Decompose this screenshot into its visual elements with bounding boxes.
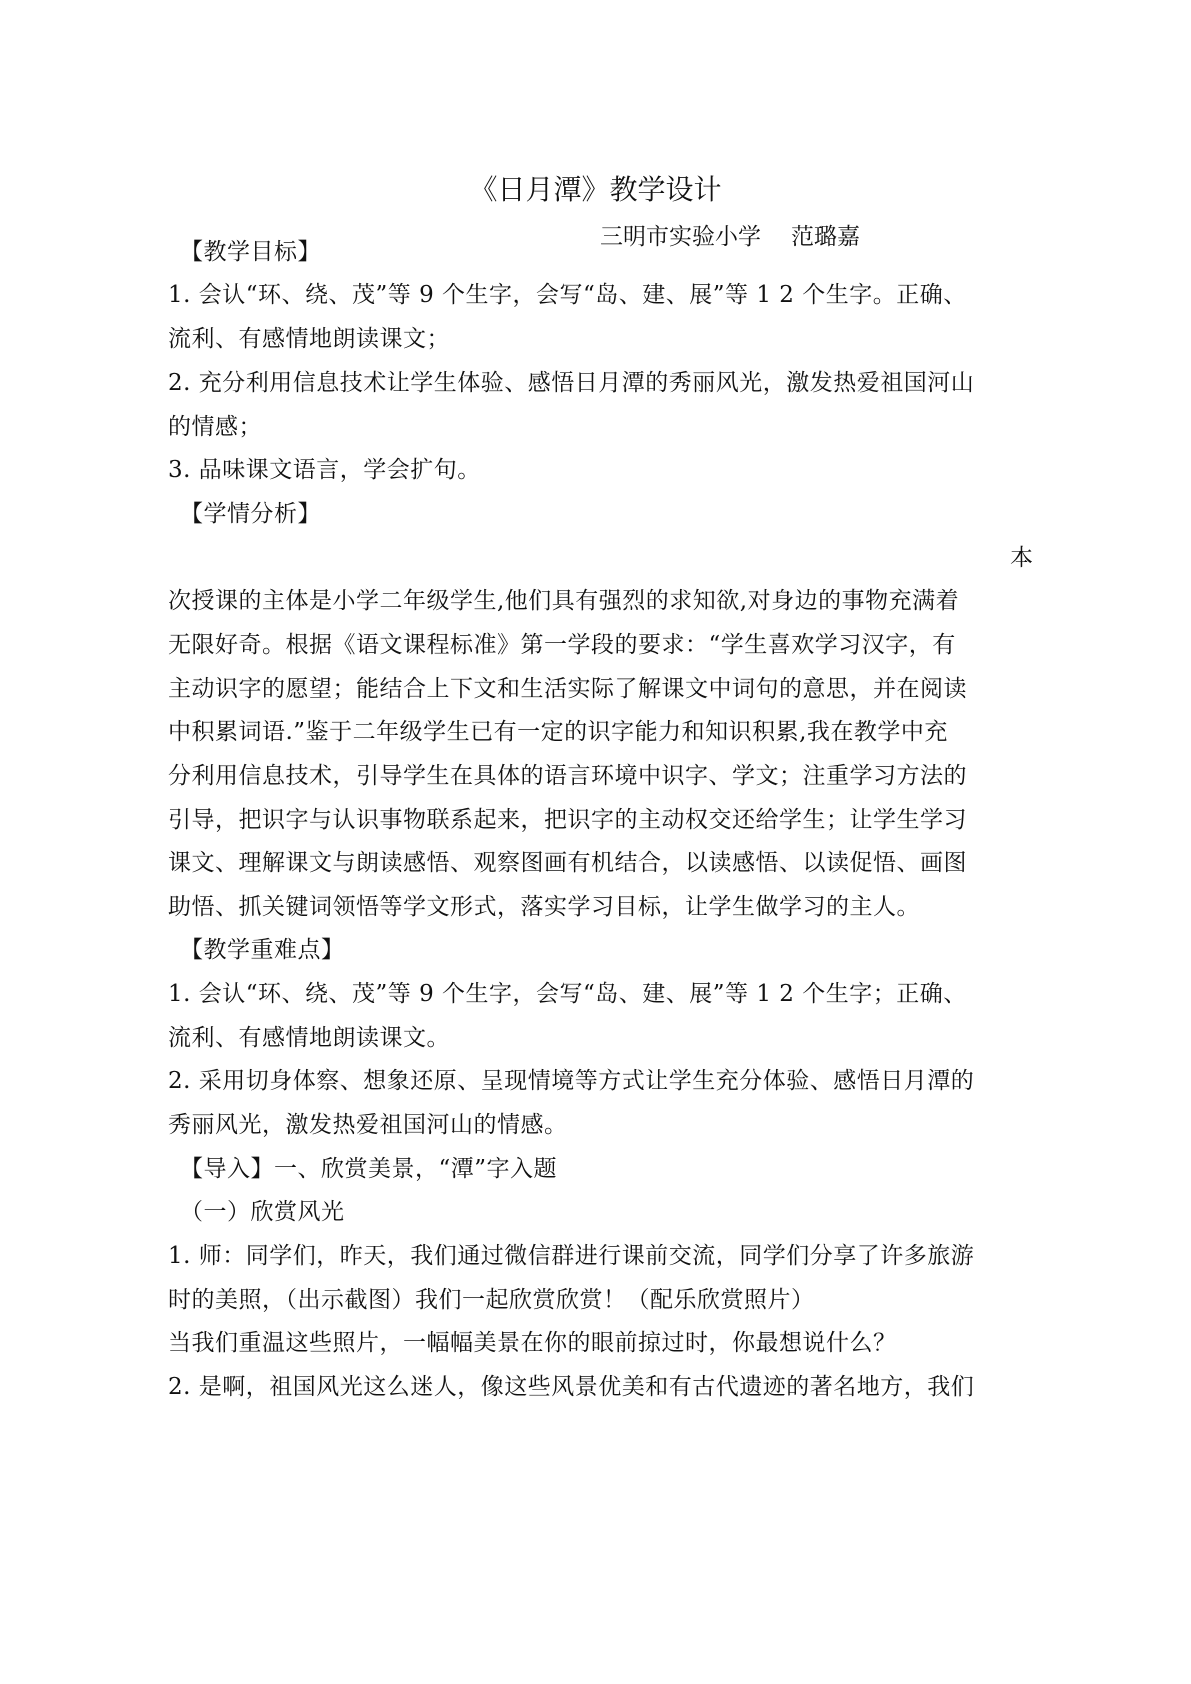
intro-line: 当我们重温这些照片，一幅幅美景在你的眼前掠过时，你最想说什么？ (168, 1330, 897, 1356)
key-point-line: 1. 会认“环、绕、茂”等 9 个生字，会写“岛、建、展”等 1 2 个生字；正确、 (168, 981, 967, 1007)
section-heading-key-points: 【教学重难点】 (180, 937, 345, 963)
analysis-first-char: 本 (1010, 545, 1034, 571)
intro-line: 1. 师：同学们，昨天，我们通过微信群进行课前交流，同学们分享了许多旅游 (168, 1243, 975, 1269)
objective-line: 1. 会认“环、绕、茂”等 9 个生字，会写“岛、建、展”等 1 2 个生字。正确、 (168, 282, 967, 308)
sub-heading-scenery: （一）欣赏风光 (180, 1199, 345, 1225)
key-point-line: 2. 采用切身体察、想象还原、呈现情境等方式让学生充分体验、感悟日月潭的 (168, 1068, 975, 1094)
author-name: 范璐嘉 (791, 224, 860, 250)
objective-line: 流利、有感情地朗读课文； (168, 326, 450, 352)
objective-line: 的情感； (168, 414, 262, 440)
key-point-line: 流利、有感情地朗读课文。 (168, 1025, 450, 1051)
analysis-line: 无限好奇。根据《语文课程标准》第一学段的要求：“学生喜欢学习汉字，有 (168, 632, 956, 658)
author-line (600, 222, 860, 252)
analysis-line: 次授课的主体是小学二年级学生,他们具有强烈的求知欲,对身边的事物充满着 (168, 588, 960, 614)
document-title: 《日月潭》教学设计 (469, 173, 722, 206)
analysis-line: 助悟、抓关键词领悟等学文形式，落实学习目标，让学生做学习的主人。 (168, 894, 920, 920)
author-school: 三明市实验小学 (600, 224, 761, 250)
objective-line: 2. 充分利用信息技术让学生体验、感悟日月潭的秀丽风光，激发热爱祖国河山 (168, 370, 975, 396)
section-heading-intro: 【导入】一、欣赏美景，“潭”字入题 (180, 1156, 558, 1182)
intro-line: 时的美照，（出示截图）我们一起欣赏欣赏！（配乐欣赏照片） (168, 1287, 815, 1313)
analysis-line: 课文、理解课文与朗读感悟、观察图画有机结合，以读感悟、以读促悟、画图 (168, 850, 967, 876)
analysis-line: 主动识字的愿望；能结合上下文和生活实际了解课文中词句的意思，并在阅读 (168, 676, 967, 702)
analysis-line: 分利用信息技术，引导学生在具体的语言环境中识字、学文；注重学习方法的 (168, 763, 967, 789)
objective-line: 3. 品味课文语言，学会扩句。 (168, 457, 481, 483)
analysis-line: 中积累词语.”鉴于二年级学生已有一定的识字能力和知识积累,我在教学中充 (168, 719, 948, 745)
intro-line: 2. 是啊，祖国风光这么迷人，像这些风景优美和有古代遗迹的著名地方，我们 (168, 1374, 975, 1400)
analysis-line: 引导，把识字与认识事物联系起来，把识字的主动权交还给学生；让学生学习 (168, 807, 967, 833)
section-heading-analysis: 【学情分析】 (180, 501, 321, 527)
key-point-line: 秀丽风光，激发热爱祖国河山的情感。 (168, 1112, 568, 1138)
section-heading-objectives: 【教学目标】 (180, 239, 321, 265)
